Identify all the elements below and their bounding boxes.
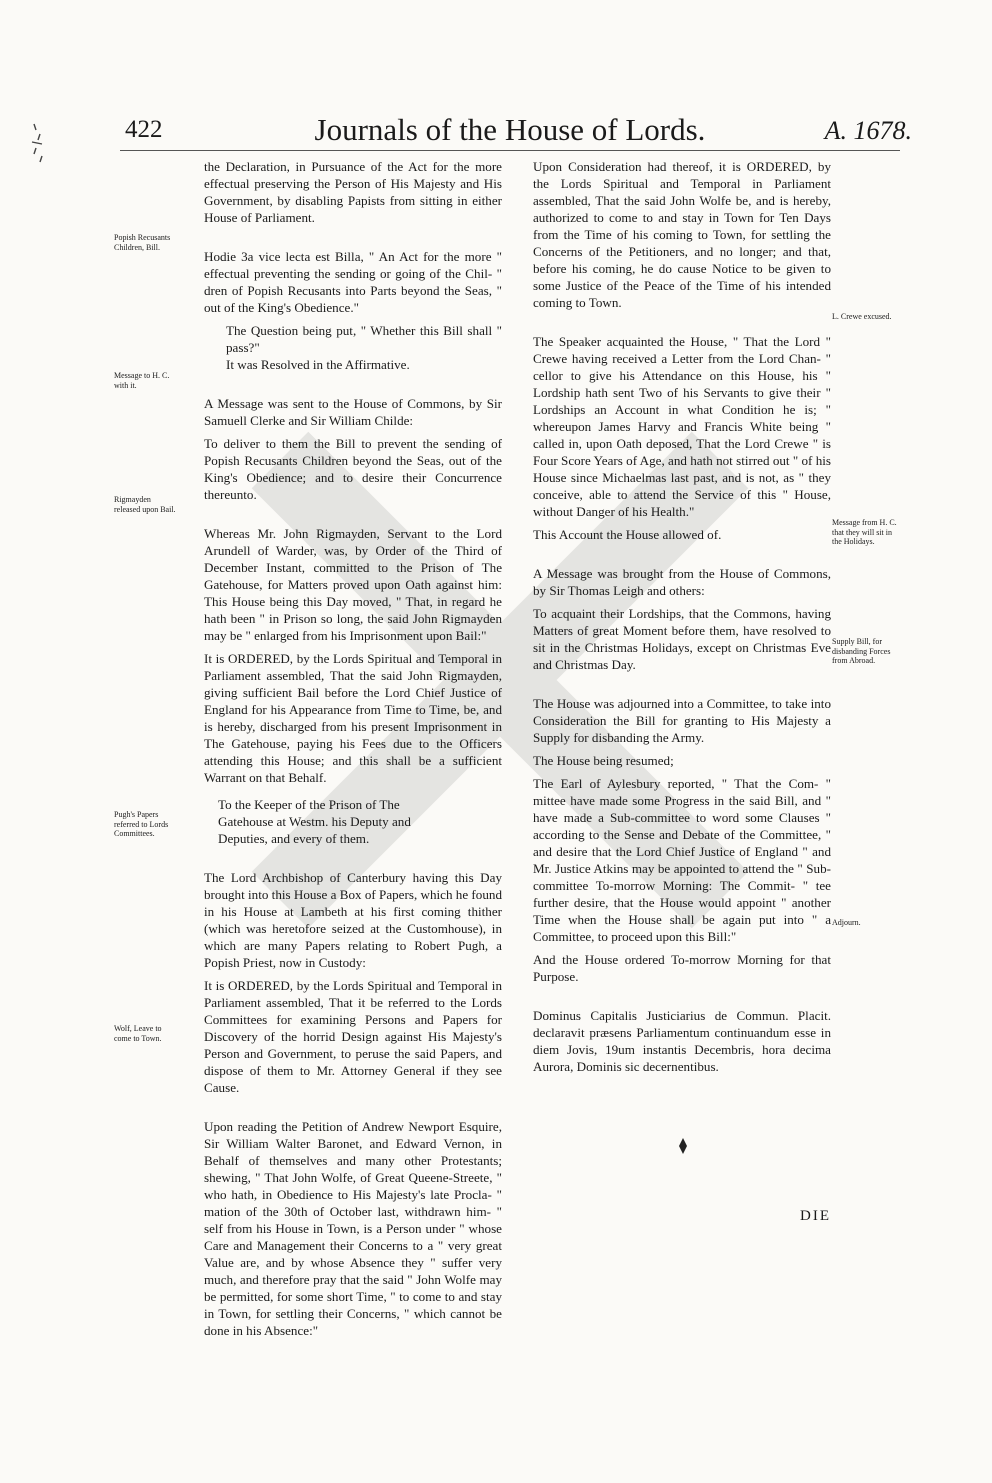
paragraph-adjournment: Dominus Capitalis Justiciarius de Commun. Placit. declaravit præsens Parliamentum continuandum esse in diem Jovis, 19um instantis Decembris, hora decima Aurora, Dominis sic decernentibus. xyxy=(533,1008,831,1074)
ink-blot xyxy=(678,1138,688,1154)
paragraph-resumed: The House being resumed; xyxy=(533,753,674,768)
paragraph-ordered: And the House ordered To-morrow Morning for that Purpose. xyxy=(533,952,831,984)
paragraph-archbishop: The Lord Archbishop of Canterbury having this Day brought into this House a Box of Papers, which he found in his House at Lambeth at his first coming thither (which was heretofore seized at the Customhouse), in which are many Papers relating to Robert Pugh, a Popish Priest, now in Custody: xyxy=(204,870,502,970)
right-column xyxy=(533,158,831,1075)
paragraph-aylesbury: The Earl of Aylesbury reported, " That the Com- " mittee have made some Progress in the said Bill, and " have made a Sub-committee to word some Clauses " according to the Sense and Debate of the Committee, " and desire that the Lord Chief Justice of England " and Mr. Justice Atkins may be appointed to attend the " Sub-committee To-morrow Morning: The Commit- " tee further desire, that the House would appoint " another Time when the House shall be again put into " a Committee, to proceed upon this Bill:" xyxy=(533,776,831,944)
left-column xyxy=(204,158,502,1339)
margin-note-rigmayden: Rigmayden released upon Bail. xyxy=(114,495,176,514)
margin-note-popish: Popish Recusants Children, Bill. xyxy=(114,233,171,252)
margin-note-message-hc: Message to H. C. with it. xyxy=(114,371,170,390)
header-rule xyxy=(120,150,900,151)
page-year: A. 1678. xyxy=(824,116,912,145)
margin-note-adjourn: Adjourn. xyxy=(832,918,861,927)
paragraph-wolfe-order: Upon Consideration had thereof, it is ORDERED, by the Lords Spiritual and Temporal in Parliament assembled, That the said John Wolfe be, and is hereby, authorized to come to and stay in Town for Ten Days from the Time of his coming to Town, for settling the Concerns of the Petitioners, and no longer; and that, before his coming, he do cause Notice to be given to some Justice of the Peace of the Time of his intended coming to Town. xyxy=(533,159,831,310)
margin-scratch-marks xyxy=(28,120,56,166)
margin-note-supply: Supply Bill, for disbanding Forces from Abroad. xyxy=(832,637,891,665)
page-header xyxy=(120,112,912,152)
paragraph-resolved: It was Resolved in the Affirmative. xyxy=(226,357,410,372)
margin-note-pugh: Pugh's Papers referred to Lords Committees. xyxy=(114,810,169,838)
paragraph-papers-order: It is ORDERED, by the Lords Spiritual and Temporal in Parliament assembled, That it be referred to the Lords Committees for examining Persons and Papers for Discovery of the horrid Design against His Majesty's Person and Government, to peruse the said Papers, and dispose of them to Mr. Attorney General if they see Cause. xyxy=(204,978,502,1095)
paragraph-message-brought: A Message was brought from the House of Commons, by Sir Thomas Leigh and others: xyxy=(533,566,831,598)
margin-note-crewe: L. Crewe excused. xyxy=(832,312,892,321)
margin-note-wolf: Wolf, Leave to come to Town. xyxy=(114,1024,162,1043)
paragraph-deliver-bill: To deliver to them the Bill to prevent the sending of Popish Recusants Children beyond the Seas, out of the King's Obedience; and to desire their Concurrence thereunto. xyxy=(204,436,502,502)
paragraph-popish-bill: Hodie 3a vice lecta est Billa, " An Act for the more " effectual preventing the sending or going of the Chil- " dren of Popish Recusants into Parts beyond the Seas, " out of the King's Obedience." xyxy=(204,249,502,315)
paragraph-crewe: The Speaker acquainted the House, " That the Lord " Crewe having received a Letter from the Lord Chan- " cellor to give his Attendance on this House, his " Lordship hath sent Two of his Servants to give their " Lordships an Account in what Condition he is; " whereupon James Harvy and Francis White being " called in, upon Oath deposed, That the Lord Crewe " is Four Score Years of Age, and hath not stirred out " of his House since Michaelmas last past, and is not, as " they conceive, able to attend the Service of this " House, without Danger of his Health." xyxy=(533,334,831,519)
paragraph-christmas: To acquaint their Lordships, that the Commons, having Matters of great Moment before them, have resolved to sit in the Christmas Holidays, except on Christmas Eve and Christmas Day. xyxy=(533,606,831,672)
paragraph-question: The Question being put, " Whether this Bill shall " pass?" xyxy=(226,323,502,355)
paragraph-message-sent: A Message was sent to the House of Commons, by Sir Samuell Clerke and Sir William Childe: xyxy=(204,396,502,428)
paragraph-account-allowed: This Account the House allowed of. xyxy=(533,527,722,542)
paragraph-petition: Upon reading the Petition of Andrew Newport Esquire, Sir William Walter Baronet, and Edward Vernon, in Behalf of themselves and many other Protestants; shewing, " That John Wolfe, of Great Queene-Streete, " who hath, in Obedience to His Majesty's late Procla- " mation of the 30th of October last, withdrawn him- " self from his House in Town, is a Person under " whose Care and Management their Concerns to a " very great Value are, and by whose Absence they " suffer very much, and therefore pray that the said " John Wolfe may be permitted, for some short Time, " to come to and stay in Town, for settling their Concerns, " which cannot be done in his Absence:" xyxy=(204,1119,502,1338)
paragraph-rigmayden: Whereas Mr. John Rigmayden, Servant to the Lord Arundell of Warder, was, by Order of the Third of December Instant, committed to the Prison of The Gatehouse, for Matters proved upon Oath against him: This House being this Day moved, " That, in regard he hath been " in Prison so long, the said John Rigmayden may be " enlarged from his Imprisonment upon Bail:" xyxy=(204,526,502,643)
page-title: Journals of the House of Lords. xyxy=(314,112,706,147)
paragraph-committee: The House was adjourned into a Committee, to take into Consideration the Bill for granting to His Majesty a Supply for disbanding the Army. xyxy=(533,696,831,745)
paragraph-declaration: the Declaration, in Pursuance of the Act for the more effectual preserving the Person of His Majesty and His Government, by disabling Papists from sitting in either House of Parliament. xyxy=(204,159,502,225)
catchword: DIE xyxy=(800,1208,831,1224)
paragraph-rigmayden-order: It is ORDERED, by the Lords Spiritual and Temporal in Parliament assembled, That the said John Rigmayden, giving sufficient Bail before the Lord Chief Justice of England for his Appearance from Time to Time, be, and is hereby, discharged from his present Imprisonment in The Gatehouse, paying his Fees due to the Officers attending this House; and this shall be a sufficient Warrant on that Behalf. xyxy=(204,651,502,785)
margin-note-message-from: Message from H. C. that they will sit in the Holidays. xyxy=(832,518,897,546)
page-number: 422 xyxy=(125,116,163,143)
address-keeper: To the Keeper of the Prison of The Gatehouse at Westm. his Deputy and Deputies, and every of them. xyxy=(218,797,411,846)
